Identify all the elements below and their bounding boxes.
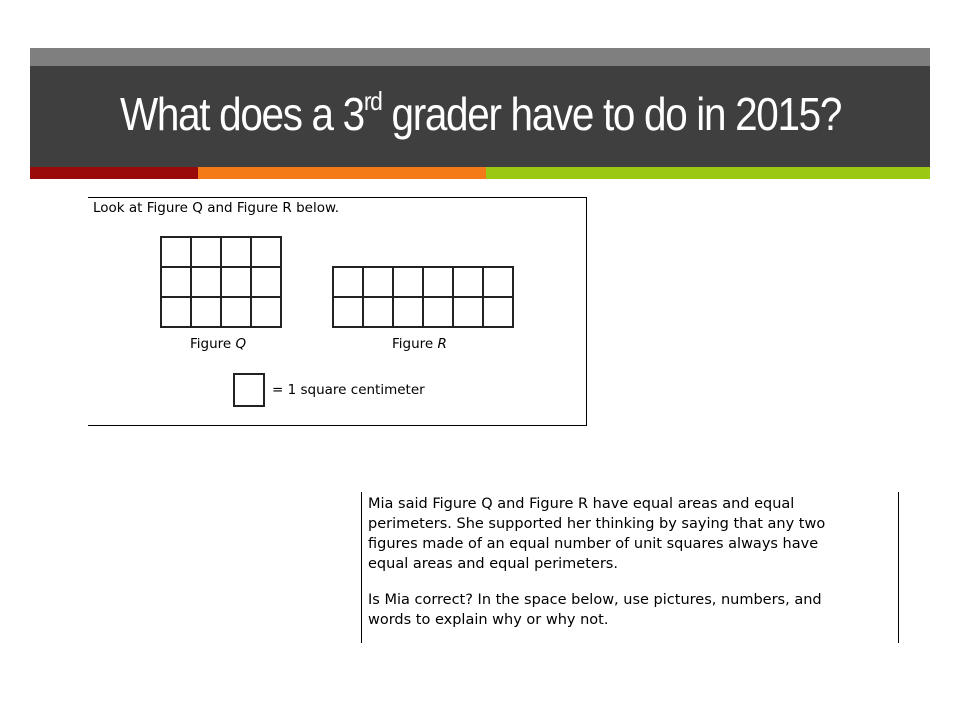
unit-square-cell	[424, 268, 454, 298]
figure-q-label	[190, 336, 246, 352]
title-top-strip	[30, 48, 930, 66]
title-main: What does a 3	[120, 88, 364, 140]
question-panel	[361, 492, 899, 643]
unit-square-cell	[364, 298, 394, 328]
unit-square-cell	[192, 268, 222, 298]
unit-square-cell	[484, 298, 514, 328]
unit-square-cell	[454, 268, 484, 298]
question-paragraph-1: Mia said Figure Q and Figure R have equal areas and equal perimeters. She supported her thinking by saying that any two figures made of an equal number of unit squares always have equal areas and equal perimeters.	[368, 496, 826, 572]
unit-square-cell	[454, 298, 484, 328]
unit-square-cell	[162, 298, 192, 328]
unit-square-cell	[364, 268, 394, 298]
title-superscript: rd	[363, 86, 382, 116]
figure-r-letter: R	[437, 336, 447, 352]
unit-square-legend-icon	[233, 373, 265, 407]
question-paragraph-2: Is Mia correct? In the space below, use pictures, numbers, and words to explain why or why not.	[368, 592, 822, 628]
unit-square-cell	[192, 238, 222, 268]
unit-square-cell	[162, 238, 192, 268]
figure-prompt: Look at Figure Q and Figure R below.	[93, 200, 340, 216]
unit-square-cell	[424, 298, 454, 328]
unit-square-cell	[484, 268, 514, 298]
figure-q-grid	[160, 236, 282, 328]
accent-bar-orange	[198, 167, 486, 179]
unit-square-cell	[222, 238, 252, 268]
unit-square-cell	[394, 268, 424, 298]
unit-square-cell	[252, 298, 282, 328]
unit-square-cell	[394, 298, 424, 328]
figure-q-label-word: Figure	[190, 336, 232, 352]
unit-square-cell	[222, 298, 252, 328]
figure-r-label-word: Figure	[392, 336, 434, 352]
unit-square-cell	[162, 268, 192, 298]
accent-bar-green	[486, 167, 930, 179]
figure-q-letter: Q	[235, 336, 247, 352]
unit-legend-text: = 1 square centimeter	[272, 382, 425, 398]
unit-square-cell	[222, 268, 252, 298]
unit-square-cell	[334, 268, 364, 298]
figure-panel	[88, 197, 587, 426]
unit-square-cell	[252, 238, 282, 268]
title-rest: grader have to do in 2015?	[381, 88, 842, 140]
unit-square-cell	[192, 298, 222, 328]
accent-bar-red	[30, 167, 198, 179]
unit-square-cell	[334, 298, 364, 328]
unit-square-cell	[252, 268, 282, 298]
figure-r-label	[392, 336, 447, 352]
figure-r-grid	[332, 266, 514, 328]
slide-title	[120, 84, 841, 144]
